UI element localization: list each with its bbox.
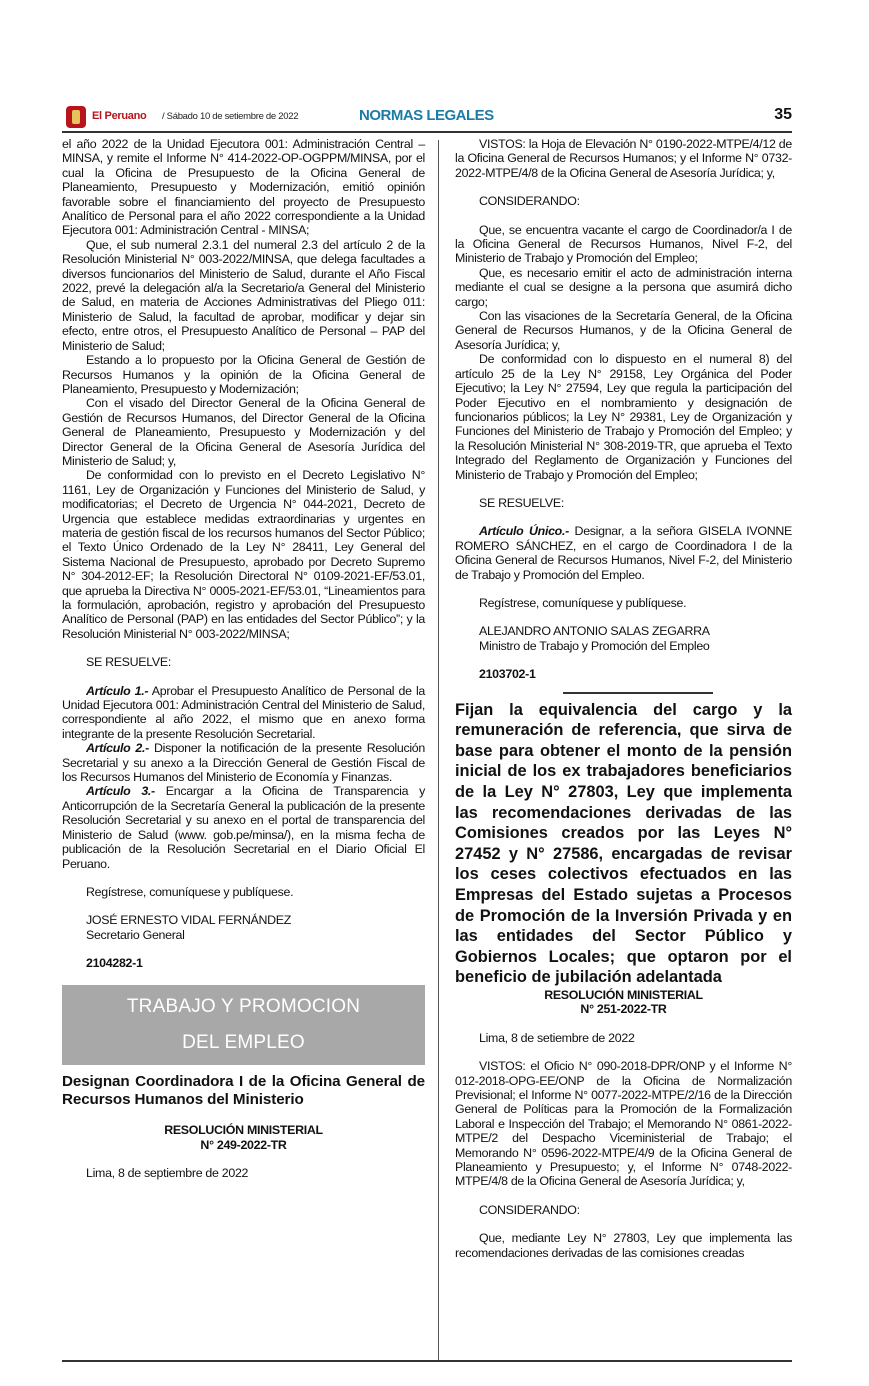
column-divider bbox=[438, 140, 439, 1360]
paragraph: Que, mediante Ley N° 27803, Ley que implementa las recomendaciones derivadas de las comisiones creadas bbox=[455, 1231, 792, 1260]
paragraph: Que, es necesario emitir el acto de administración interna mediante el cual se designe a la persona que asumirá dicho cargo; bbox=[455, 265, 792, 309]
article-unico-label: Artículo Único.- bbox=[479, 524, 569, 539]
vistos: VISTOS: la Hoja de Elevación N° 0190-2022-MTPE/4/12 de la Oficina General de Recursos Humanos; y el Informe N° 0732-2022-MTPE/4/8 de la Oficina General de Asesoría Jurídica; y, bbox=[455, 137, 792, 180]
signer-name: ALEJANDRO ANTONIO SALAS ZEGARRA bbox=[479, 624, 710, 639]
paragraph: el año 2022 de la Unidad Ejecutora 001: Administración Central – MINSA, y remite el Informe N° 414-2022-OP-OGPPM/MINSA, por el cual la Oficina de Presupuesto de la Oficina General de Planeamiento, Presupuesto y Modernización, emitió opinión favorable sobre el financiamiento del proyecto de Presupuesto Analítico de Personal para el año 2022 correspondiente a la Unidad Ejecutora 001: Administración Central - MINSA; bbox=[62, 137, 425, 238]
paragraph: Que, el sub numeral 2.3.1 del numeral 2.3 del artículo 2 de la Resolución Ministerial N° 003-2022/MINSA, que delega facultades a diversos funcionarios del Ministerio de Salud, durante el Año Fiscal 2022, prevé la delegación al/a la Secretario/a General del Ministerio de Salud, en materia de Acciones Administrativas del Pliego 011: Ministerio de Salud, la facultad de aprobar, modificar y dejar sin efecto, entre otros, el Presupuesto Analítico de Personal – PAP del Ministerio de Salud; bbox=[62, 237, 425, 353]
signer-title: Secretario General bbox=[86, 927, 185, 942]
resolution-number: N° 251-2022-TR bbox=[580, 1002, 667, 1017]
newspaper-name: El Peruano bbox=[92, 110, 147, 122]
article-2 bbox=[62, 741, 425, 784]
se-resuelve: SE RESUELVE: bbox=[479, 495, 565, 510]
article-2-label: Artículo 2.- bbox=[86, 741, 149, 756]
article-3-label: Artículo 3.- bbox=[86, 784, 155, 799]
section-name: NORMAS LEGALES bbox=[359, 107, 494, 124]
paragraph: De conformidad con lo previsto en el Decreto Legislativo N° 1161, Ley de Organización y Funciones del Ministerio de Salud, y modificatorias; el Decreto de Urgencia N° 044-2021, Decreto de Urgencia que establece medidas extraordinarias y urgentes en materia de gestión fiscal de los recursos humanos del Sector Público; el Texto Único Ordenado de la Ley N° 28411, Ley General del Sistema Nacional de Presupuesto, aprobado por Decreto Supremo N° 304-2012-EF; la Resolución Directoral N° 0109-2021-EF/53.01, que aprueba la Directiva N° 0005-2021-EF/53.01, “Lineamientos para la formulación, aprobación, registro y aprobación del Presupuesto Analítico de Personal (PAP) en las entidades del Sector Público”; y la Resolución Ministerial N° 003-2022/MINSA; bbox=[62, 468, 425, 641]
section-banner-line-2: DEL EMPLEO bbox=[182, 1031, 305, 1053]
resolution-date: Lima, 8 de setiembre de 2022 bbox=[479, 1030, 635, 1045]
signer-title: Ministro de Trabajo y Promoción del Empleo bbox=[479, 638, 710, 653]
article-1 bbox=[62, 684, 425, 742]
document-code: 2103702-1 bbox=[479, 667, 536, 682]
article-unico bbox=[455, 524, 792, 582]
paragraph: Estando a lo propuesto por la Oficina General de Gestión de Recursos Humanos y la opinión de la Oficina General de Planeamiento, Presupuesto y Modernización; bbox=[62, 353, 425, 396]
section-banner-line-1: TRABAJO Y PROMOCION bbox=[126, 995, 361, 1017]
article-3 bbox=[62, 784, 425, 870]
signer-name: JOSÉ ERNESTO VIDAL FERNÁNDEZ bbox=[86, 913, 292, 928]
separator-rule bbox=[563, 692, 713, 694]
registrese: Regístrese, comuníquese y publíquese. bbox=[479, 595, 687, 610]
resolution-title: RESOLUCIÓN MINISTERIAL bbox=[544, 987, 703, 1002]
footer-rule bbox=[62, 1360, 792, 1362]
article-1-label: Artículo 1.- bbox=[86, 683, 149, 698]
paragraph: Con las visaciones de la Secretaría General, de la Oficina General de Recursos Humanos, y de la Oficina General de Asesoría Jurídica; y, bbox=[455, 309, 792, 352]
page-number: 35 bbox=[774, 106, 792, 123]
article-1-text: Aprobar el Presupuesto Analítico de Personal de la Unidad Ejecutora 001: Administración Central del Ministerio de Salud, correspondiente al año 2022, el mismo que en anexo forma integrante de la presente Resolución Secretarial. bbox=[62, 683, 425, 741]
paragraph: Con el visado del Director General de la Oficina General de Gestión de Recursos Humanos, del Director General de la Oficina General de Planeamiento, Presupuesto y Modernización y del Director General de la Oficina General de Asesoría Jurídica del Ministerio de Salud; y, bbox=[62, 396, 425, 468]
resolution-date: Lima, 8 de septiembre de 2022 bbox=[86, 1166, 249, 1181]
resolution-heading: Fijan la equivalencia del cargo y la remuneración de referencia, que sirva de base para obtener el monto de la pensión inicial de los ex trabajadores beneficiarios de la Ley N° 27803, Ley que implementa las recomendaciones derivadas de las Comisiones creados por las Leyes N° 27452 y N° 27586, encargadas de revisar los ceses colectivos efectuados en las Empresas del Estado sujetas a Procesos de Promoción de la Inversión Privada y en las entidades del Sector Público y Gobiernos Locales; que optaron por el beneficio de jubilación adelantada bbox=[455, 700, 792, 987]
registrese: Regístrese, comuníquese y publíquese. bbox=[86, 884, 294, 899]
paragraph: De conformidad con lo dispuesto en el numeral 8) del artículo 25 de la Ley N° 29158, Ley Orgánica del Poder Ejecutivo; la Ley N° 27594, Ley que regula la participación del Poder Ejecutivo en el nombramiento y designación de funcionarios públicos; la Ley N° 29381, Ley de Organización y Funciones del Ministerio de Trabajo y Promoción del Empleo; y la Resolución Ministerial N° 308-2019-TR, que aprueba el Texto Integrado del Reglamento de Organización y Funciones del Ministerio de Trabajo y Promoción del Empleo; bbox=[455, 352, 792, 482]
paragraph: Que, se encuentra vacante el cargo de Coordinador/a I de la Oficina General de Recursos Humanos, Nivel F-2, del Ministerio de Trabajo y Promoción del Empleo; bbox=[455, 222, 792, 266]
resolution-number: N° 249-2022-TR bbox=[200, 1137, 287, 1152]
article-unico-text: Designar, a la señora GISELA IVONNE ROMERO SÁNCHEZ, en el cargo de Coordinadora I de la Oficina General de Recursos Humanos, Nivel F-2, del Ministerio de Trabajo y Promoción del Empleo. bbox=[455, 524, 792, 582]
resolution-title: RESOLUCIÓN MINISTERIAL bbox=[164, 1123, 323, 1138]
section-banner bbox=[62, 985, 425, 1065]
considerando: CONSIDERANDO: bbox=[479, 1202, 580, 1217]
page-header bbox=[62, 104, 792, 132]
right-column bbox=[455, 137, 792, 1260]
vistos: VISTOS: el Oficio N° 090-2018-DPR/ONP y el Informe N° 012-2018-OPG-EE/ONP de la Oficina de Normalización Previsional; el Informe N° 0077-2022-MTPE/2/16 de la Dirección General de Políticas para la Promoción de la Formalización Laboral e Inspección del Trabajo; el Memorando N° 0861-2022-MTPE/2 del Despacho Viceministerial de Trabajo; el Memorando N° 0596-2022-MTPE/4/9 de la Oficina General de Planeamiento y Presupuesto; y, el Informe N° 0748-2022-MTPE/4/8 de la Oficina General de Asesoría Jurídica; y, bbox=[455, 1059, 792, 1189]
considerando: CONSIDERANDO: bbox=[479, 194, 580, 209]
article-3-text: Encargar a la Oficina de Transparencia y Anticorrupción de la Secretaría General la publicación de la presente Resolución Secretarial y su anexo en el portal de transparencia del Ministerio de Salud (www. gob.pe/minsa/), en la misma fecha de publicación de la Resolución Secretarial en el Diario Oficial El Peruano. bbox=[62, 784, 425, 871]
article-2-text: Disponer la notificación de la presente Resolución Secretarial y su anexo a la Dirección General de Gestión Fiscal de los Recursos Humanos del Ministerio de Economía y Finanzas. bbox=[62, 741, 425, 785]
document-code: 2104282-1 bbox=[86, 956, 143, 971]
resolution-heading: Designan Coordinadora I de la Oficina General de Recursos Humanos del Ministerio bbox=[62, 1072, 425, 1108]
header-rule bbox=[62, 131, 792, 133]
se-resuelve: SE RESUELVE: bbox=[86, 655, 172, 670]
el-peruano-logo-icon bbox=[66, 106, 86, 128]
publication-date: / Sábado 10 de setiembre de 2022 bbox=[162, 111, 299, 122]
left-column bbox=[62, 137, 425, 1181]
